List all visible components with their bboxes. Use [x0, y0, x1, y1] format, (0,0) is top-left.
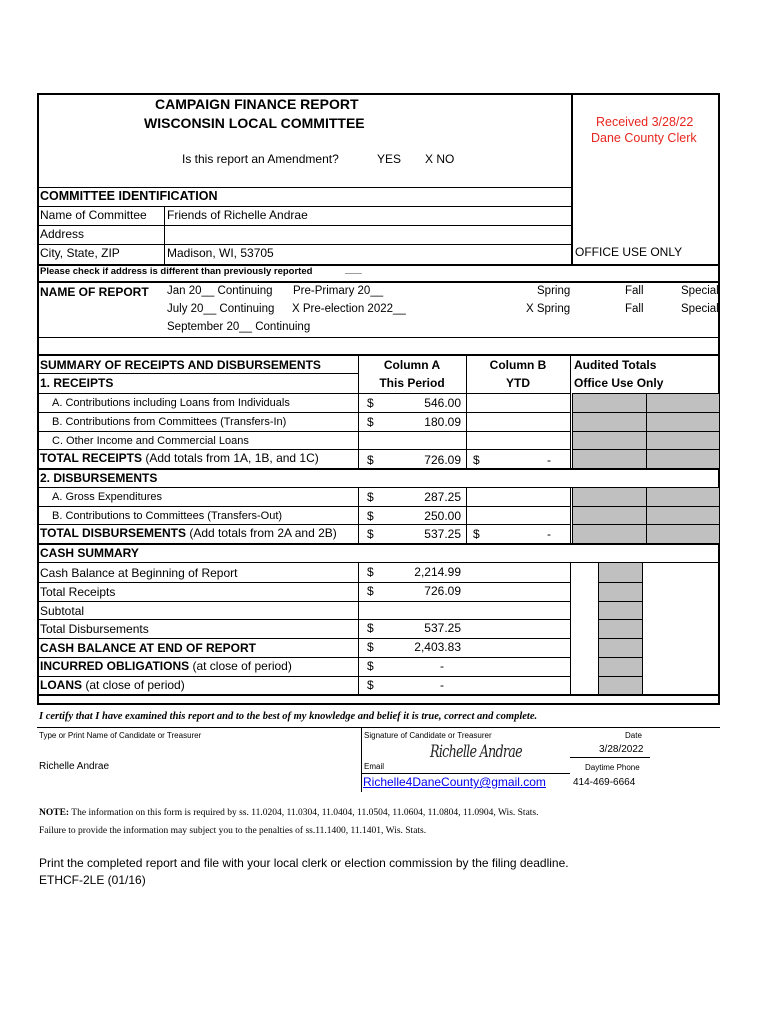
total-disbursements-note: (Add totals from 2A and 2B)	[186, 526, 337, 540]
column-b-subheader: YTD	[506, 376, 530, 390]
committee-section-title: COMMITTEE IDENTIFICATION	[40, 189, 218, 203]
loans-bold: LOANS	[40, 678, 82, 692]
date-label: Date	[625, 731, 642, 740]
audited-header: Audited Totals	[574, 358, 657, 372]
address-field[interactable]	[167, 228, 567, 242]
amendment-no[interactable]: X NO	[425, 152, 455, 166]
report-special-1[interactable]: Special	[681, 285, 719, 297]
disbursements-heading: 2. DISBURSEMENTS	[40, 471, 158, 485]
address-change-check[interactable]: ___	[345, 264, 362, 275]
row-2b-value[interactable]: 250.00	[424, 509, 461, 523]
cash-end-currency: $	[367, 640, 374, 654]
form-id: ETHCF-2LE (01/16)	[39, 873, 146, 887]
row-2a-label: A. Gross Expenditures	[52, 491, 163, 503]
note-text: The information on this form is required by ss. 11.0204, 11.0304, 11.0404, 11.0504, 11.0604, 11.0804, 11.0904, Wis. Stats.	[69, 808, 539, 818]
total-receipts-note: (Add totals from 1A, 1B, and 1C)	[142, 451, 319, 465]
loans-value[interactable]: -	[440, 678, 444, 692]
report-pre-primary[interactable]: Pre-Primary 20__	[293, 285, 384, 297]
city-field[interactable]: Madison, WI, 53705	[167, 246, 274, 260]
cash-summary-heading: CASH SUMMARY	[40, 546, 139, 560]
row-1a-currency: $	[367, 396, 374, 410]
email-label: Email	[364, 762, 385, 771]
row-2a-value[interactable]: 287.25	[424, 490, 461, 504]
column-b-header: Column B	[489, 358, 547, 372]
daytime-phone-label: Daytime Phone	[585, 763, 640, 772]
report-spring[interactable]: Spring	[537, 285, 571, 297]
loans-label	[40, 679, 185, 691]
row-1b-value[interactable]: 180.09	[424, 415, 461, 429]
cash-end-label: CASH BALANCE AT END OF REPORT	[40, 641, 256, 655]
certify-statement: I certify that I have examined this report and to the best of my knowledge and belief it is true, correct and complete.	[39, 711, 538, 722]
type-name-label: Type or Print Name of Candidate or Treasurer	[39, 731, 202, 740]
note-line	[39, 809, 539, 819]
total-disbursements-currency: $	[367, 527, 374, 541]
address-change-note: Please check if address is different than previously reported	[40, 266, 313, 277]
row-1c-label: C. Other Income and Commercial Loans	[52, 435, 249, 447]
report-x-spring[interactable]: X Spring	[526, 303, 571, 315]
report-fall-1[interactable]: Fall	[625, 285, 644, 297]
cash-end-value[interactable]: 2,403.83	[414, 640, 461, 654]
cash-begin-value[interactable]: 2,214.99	[414, 565, 461, 579]
loans-note: (at close of period)	[82, 678, 185, 692]
report-special-2[interactable]: Special	[681, 303, 719, 315]
office-use-only: OFFICE USE ONLY	[575, 245, 683, 259]
signature-label: Signature of Candidate or Treasurer	[364, 731, 492, 740]
form-title-line1: CAMPAIGN FINANCE REPORT	[155, 96, 359, 112]
loans-currency: $	[367, 678, 374, 692]
column-a-subheader: This Period	[379, 376, 445, 390]
total-disbursements-bold: TOTAL DISBURSEMENTS	[40, 526, 187, 540]
total-receipts-ytd-currency: $	[473, 453, 480, 467]
total-disbursements-cash-label: Total Disbursements	[40, 622, 149, 636]
incurred-obligations-currency: $	[367, 659, 374, 673]
incurred-obligations-bold: INCURRED OBLIGATIONS	[40, 659, 190, 673]
note-label: NOTE:	[39, 808, 70, 818]
report-pre-election[interactable]: X Pre-election 2022__	[292, 303, 406, 315]
total-disbursements-cash-value[interactable]: 537.25	[424, 621, 461, 635]
total-disbursements-value[interactable]: 537.25	[424, 527, 461, 541]
total-receipts-ytd-value[interactable]: -	[547, 453, 551, 467]
address-label: Address	[40, 227, 85, 241]
committee-name-field[interactable]: Friends of Richelle Andrae	[167, 208, 308, 222]
receipts-heading: 1. RECEIPTS	[40, 376, 114, 390]
total-disbursements-label	[40, 527, 337, 539]
column-a-header: Column A	[383, 358, 441, 372]
total-disbursements-cash-currency: $	[367, 621, 374, 635]
amendment-question: Is this report an Amendment?	[182, 152, 339, 166]
audited-subheader: Office Use Only	[574, 376, 664, 390]
report-fall-2[interactable]: Fall	[625, 303, 644, 315]
subtotal-label: Subtotal	[40, 604, 85, 618]
total-receipts-cash-value[interactable]: 726.09	[424, 584, 461, 598]
date-value[interactable]: 3/28/2022	[599, 744, 644, 755]
failure-note: Failure to provide the information may subject you to the penalties of ss.11.1400, 11.1401, Wis. Stats.	[39, 826, 427, 836]
incurred-obligations-label	[40, 660, 292, 672]
total-receipts-cash-label: Total Receipts	[40, 585, 116, 599]
name-label: Name of Committee	[40, 208, 147, 222]
total-receipts-cash-currency: $	[367, 584, 374, 598]
printed-name[interactable]: Richelle Andrae	[39, 761, 110, 772]
total-receipts-value[interactable]: 726.09	[424, 453, 461, 467]
row-1b-label: B. Contributions from Committees (Transfers-In)	[52, 416, 287, 428]
row-2b-label: B. Contributions to Committees (Transfers-Out)	[52, 510, 283, 522]
total-receipts-currency: $	[367, 453, 374, 467]
total-disbursements-ytd-value[interactable]: -	[547, 527, 551, 541]
report-jan[interactable]: Jan 20__ Continuing	[167, 285, 273, 297]
amendment-yes[interactable]: YES	[377, 152, 402, 166]
summary-title: SUMMARY OF RECEIPTS AND DISBURSEMENTS	[40, 358, 321, 372]
received-stamp: Received 3/28/22	[596, 115, 694, 129]
print-instructions: Print the completed report and file with your local clerk or election commission by the filing deadline.	[39, 856, 569, 870]
incurred-obligations-note: (at close of period)	[189, 659, 292, 673]
total-receipts-label	[40, 452, 319, 464]
total-disbursements-ytd-currency: $	[473, 527, 480, 541]
cash-begin-currency: $	[367, 565, 374, 579]
row-2a-currency: $	[367, 490, 374, 504]
row-1a-value[interactable]: 546.00	[424, 396, 461, 410]
form-title-line2: WISCONSIN LOCAL COMMITTEE	[144, 115, 365, 131]
email-link[interactable]: Richelle4DaneCounty@gmail.com	[363, 775, 546, 789]
row-1b-currency: $	[367, 415, 374, 429]
report-name-label: NAME OF REPORT	[40, 285, 149, 299]
row-1a-label: A. Contributions including Loans from Individuals	[52, 397, 290, 409]
report-september[interactable]: September 20__ Continuing	[167, 321, 311, 333]
signature-image: Richelle Andrae	[430, 742, 522, 762]
total-receipts-bold: TOTAL RECEIPTS	[40, 451, 143, 465]
row-2b-currency: $	[367, 509, 374, 523]
phone-value[interactable]: 414-469-6664	[573, 777, 636, 788]
city-label: City, State, ZIP	[40, 246, 120, 260]
incurred-obligations-value[interactable]: -	[440, 659, 444, 673]
report-july[interactable]: July 20__ Continuing	[167, 303, 275, 315]
clerk-stamp: Dane County Clerk	[591, 131, 697, 145]
cash-begin-label: Cash Balance at Beginning of Report	[40, 566, 238, 580]
